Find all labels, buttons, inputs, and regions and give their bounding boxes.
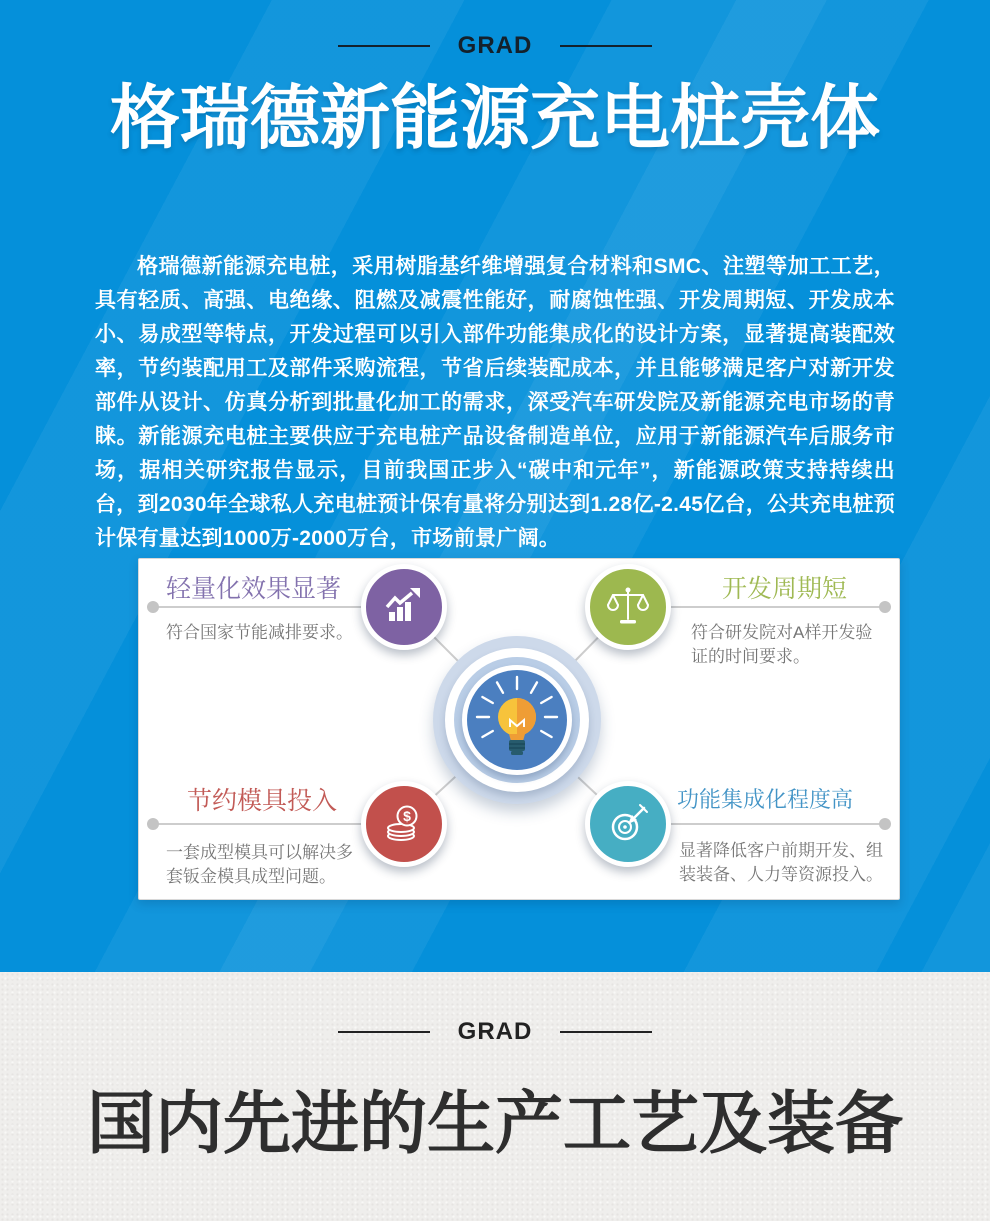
- decorative-line-left: [338, 1031, 430, 1033]
- decorative-line-right: [560, 45, 652, 47]
- feature-desc-dev-cycle: 符合研发院对A样开发验证的时间要求。: [691, 623, 873, 666]
- feature-title-lightweight: 轻量化效果显著: [166, 575, 342, 603]
- process-section: [0, 972, 990, 1221]
- feature-circle-mold-saving: [361, 781, 447, 867]
- features-card: [138, 558, 900, 900]
- page-title: 格瑞德新能源充电桩壳体: [110, 79, 880, 157]
- feature-circle-dev-cycle: [585, 564, 671, 650]
- section-title: 国内先进的生产工艺及装备: [86, 1086, 903, 1162]
- decorative-line-left: [338, 45, 430, 47]
- feature-circle-integration: [585, 781, 671, 867]
- feature-desc-mold-saving: 一套成型模具可以解决多套钣金模具成型问题。: [166, 843, 353, 886]
- feature-title-integration: 功能集成化程度高: [677, 787, 854, 812]
- rail-dot: [879, 601, 891, 613]
- feature-desc-lightweight: 符合国家节能减排要求。: [166, 623, 353, 642]
- rail-dot: [879, 818, 891, 830]
- rail-dot: [147, 601, 159, 613]
- decorative-line-right: [560, 1031, 652, 1033]
- feature-title-mold-saving: 节约模具投入: [187, 787, 338, 815]
- balance-scale-icon: [606, 585, 650, 629]
- brand-name: GRAD: [457, 32, 533, 59]
- lightbulb-icon: [467, 670, 567, 770]
- rail-dot: [147, 818, 159, 830]
- coins-icon: [382, 802, 426, 846]
- center-hub: [433, 636, 601, 804]
- svg-text:$: $: [403, 808, 411, 824]
- feature-title-dev-cycle: 开发周期短: [721, 575, 847, 603]
- brand-header: [0, 34, 990, 58]
- brand-name: GRAD: [457, 1018, 533, 1045]
- target-icon: [606, 802, 650, 846]
- hub-disc: [467, 670, 567, 770]
- product-description: 格瑞德新能源充电桩，采用树脂基纤维增强复合材料和SMC、注塑等加工工艺，具有轻质、高强、电绝缘、阻燃及减震性能好，耐腐蚀性强、开发周期短、开发成本小、易成型等特点，开发过程可以引入部件功能集成化的设计方案，显著提高装配效率，节约装配用工及部件采购流程，节省后续装配成本，并且能够满足客户对新开发部件从设计、仿真分析到批量化加工的需求，深受汽车研发院及新能源充电市场的青睐。新能源充电桩主要供应于充电桩产品设备制造单位，应用于新能源汽车后服务市场，据相关研究报告显示，目前我国正步入“碳中和元年”，新能源政策支持持续出台，到2030年全球私人充电桩预计保有量将分别达到1.28亿-2.45亿台，公共充电桩预计保有量达到1000万-2000万台，市场前景广阔。: [95, 255, 895, 550]
- brand-header-bottom: [0, 1020, 990, 1044]
- feature-desc-integration: 显著降低客户前期开发、组装装备、人力等资源投入。: [679, 841, 883, 884]
